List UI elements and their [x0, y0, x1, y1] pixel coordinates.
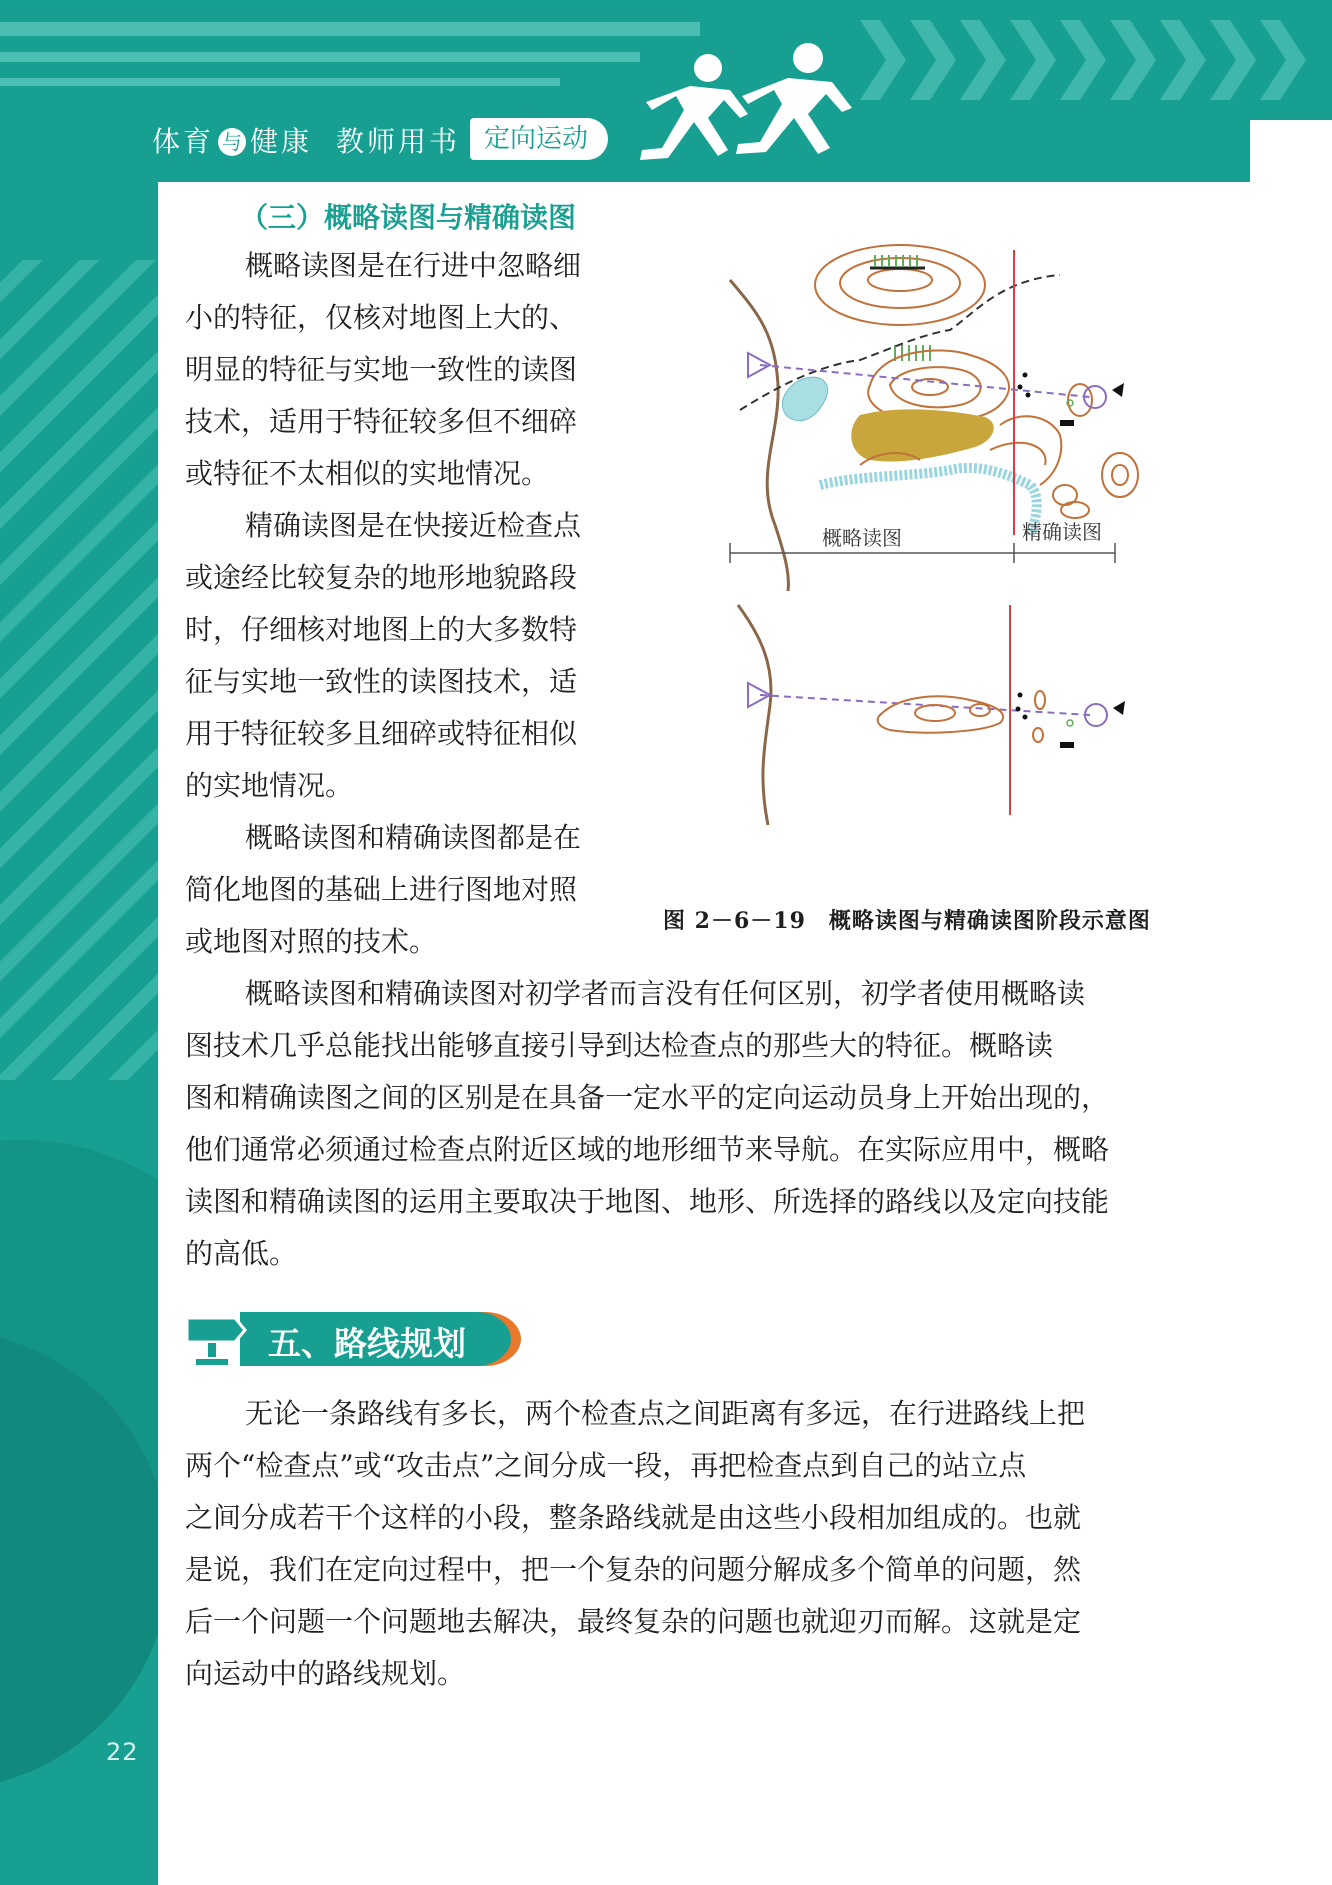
page-header — [0, 0, 1332, 182]
section-title: 五、路线规划 — [268, 1324, 466, 1363]
paragraph-line: 后一个问题一个问题地去解决，最终复杂的问题也就迎刃而解。这就是定 — [185, 1605, 1082, 1638]
header-book-title — [152, 120, 460, 160]
sidebar-decoration — [0, 0, 158, 1885]
paragraph-line: 是说，我们在定向过程中，把一个复杂的问题分解成多个简单的问题，然 — [185, 1553, 1082, 1586]
header-title-part1: 体育 — [152, 125, 215, 158]
paragraph-line: 精确读图是在快接近检查点 — [245, 509, 582, 542]
page-number: 22 — [106, 1738, 139, 1766]
header-title-part2: 健康 — [250, 125, 313, 158]
figure-label-rough: 概略读图 — [822, 526, 902, 550]
paragraph-line: 用于特征较多且细碎或特征相似 — [185, 717, 578, 750]
figure-caption: 图 2－6－19 概略读图与精确读图阶段示意图 — [663, 908, 1151, 934]
paragraph-line: 图和精确读图之间的区别是在具备一定水平的定向运动员身上开始出现的， — [185, 1081, 1110, 1114]
signpost-icon — [187, 1318, 245, 1366]
sidebar-pattern — [0, 0, 158, 1885]
paragraph-line: 或特征不太相似的实地情况。 — [185, 457, 550, 490]
paragraph-line: 明显的特征与实地一致性的读图 — [185, 353, 578, 386]
paragraph-line: 概略读图和精确读图都是在 — [245, 821, 582, 854]
orienteering-map-figure — [720, 235, 1140, 865]
paragraph-line: 或地图对照的技术。 — [185, 925, 438, 958]
header-title-badge: 与 — [218, 128, 246, 156]
paragraph-line: 向运动中的路线规划。 — [185, 1657, 466, 1690]
paragraph-line: 的实地情况。 — [185, 769, 354, 802]
paragraph-line: 时，仔细核对地图上的大多数特 — [185, 613, 578, 646]
paragraph-line: 技术，适用于特征较多但不细碎 — [185, 405, 578, 438]
header-title-part3: 教师用书 — [336, 125, 461, 158]
paragraph-line: 征与实地一致性的读图技术，适 — [185, 665, 578, 698]
paragraph-line: 之间分成若干个这样的小段，整条路线就是由这些小段相加组成的。也就 — [185, 1501, 1082, 1534]
paragraph-line: 或途经比较复杂的地形地貌路段 — [185, 561, 578, 594]
paragraph-line: 读图和精确读图的运用主要取决于地图、地形、所选择的路线以及定向技能 — [185, 1185, 1110, 1218]
subsection-heading: （三）概略读图与精确读图 — [240, 201, 577, 234]
paragraph-line: 概略读图和精确读图对初学者而言没有任何区别，初学者使用概略读 — [245, 977, 1086, 1010]
paragraph-line: 无论一条路线有多长，两个检查点之间距离有多远，在行进路线上把 — [245, 1397, 1086, 1430]
figure-label-precise: 精确读图 — [1022, 520, 1102, 544]
paragraph-line: 两个“检查点”或“攻击点”之间分成一段，再把检查点到自己的站立点 — [185, 1449, 1027, 1482]
paragraph-line: 的高低。 — [185, 1237, 298, 1270]
map-precise-only — [738, 605, 1125, 825]
paragraph-line: 图技术几乎总能找出能够直接引导到达检查点的那些大的特征。概略读 — [185, 1029, 1054, 1062]
paragraph-line: 小的特征，仅核对地图上大的、 — [185, 301, 578, 334]
paragraph-line: 他们通常必须通过检查点附近区域的地形细节来导航。在实际应用中，概略 — [185, 1133, 1110, 1166]
paragraph-line: 概略读图是在行进中忽略细 — [245, 249, 582, 282]
header-tag: 定向运动 — [470, 118, 608, 160]
paragraph-line: 简化地图的基础上进行图地对照 — [185, 873, 578, 906]
